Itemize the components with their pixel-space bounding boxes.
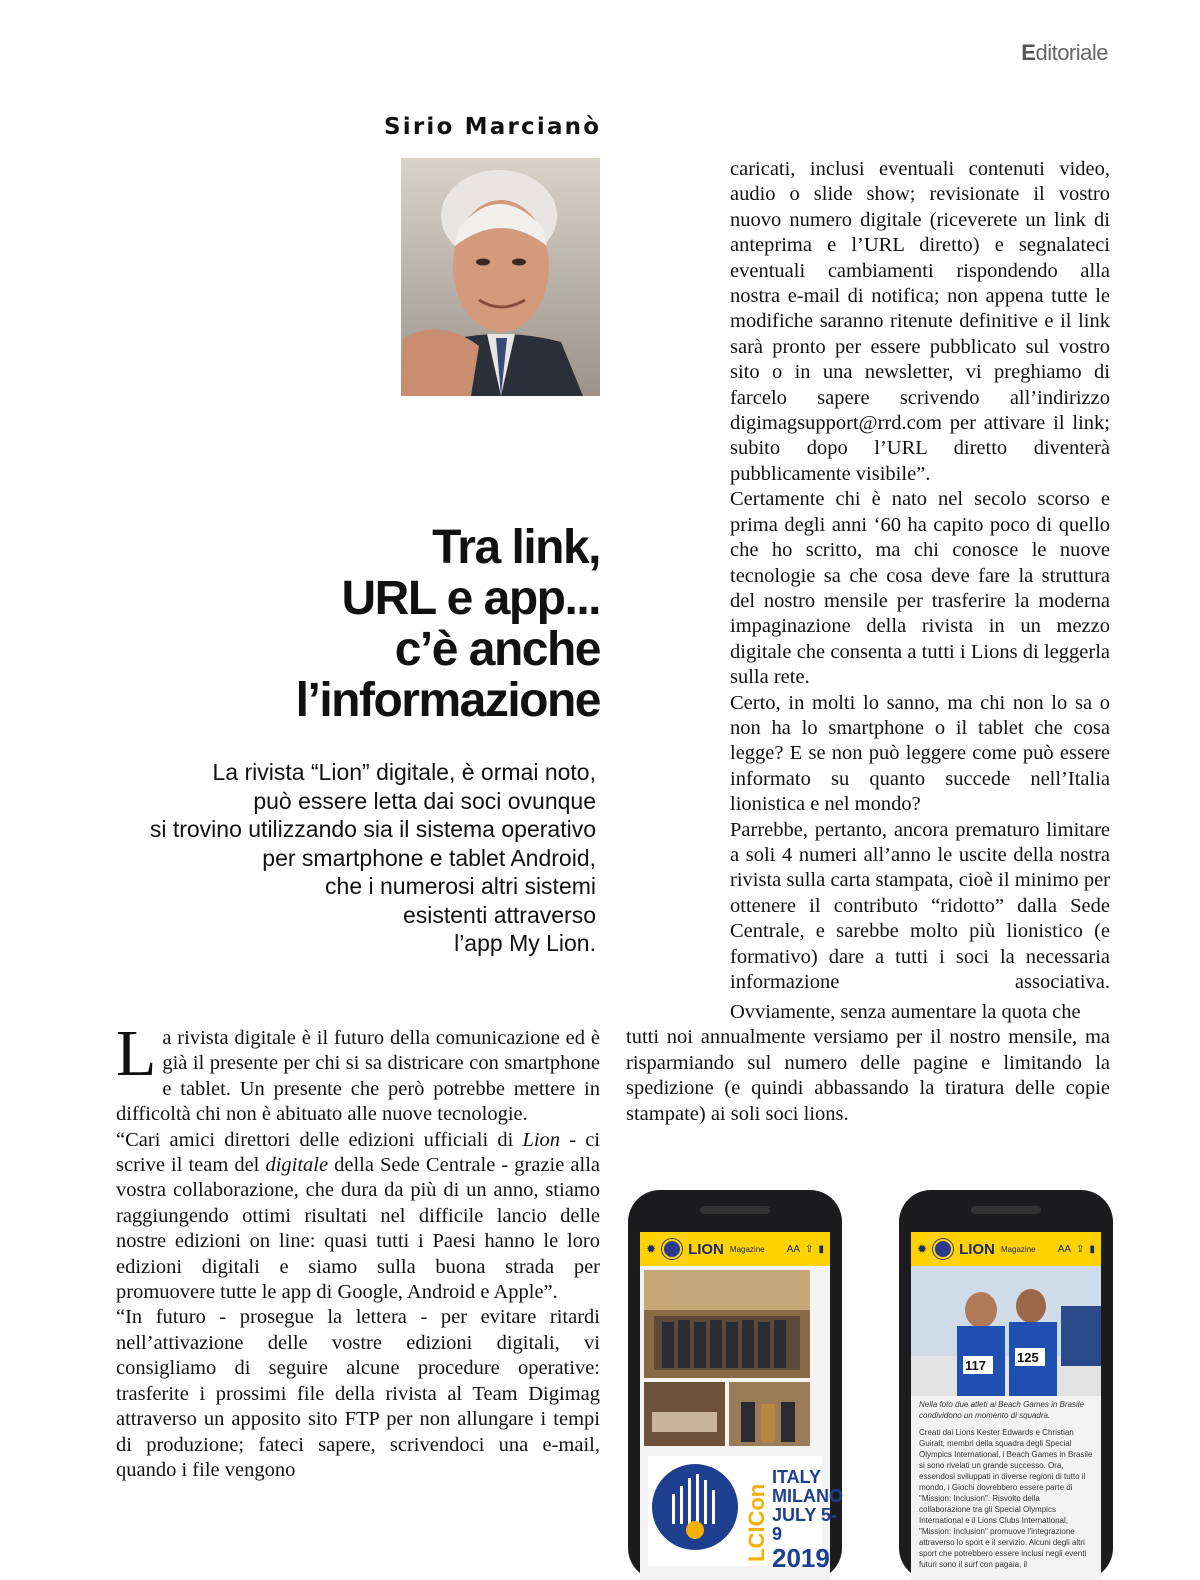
group-photo — [644, 1270, 810, 1378]
headline-line: l’informazione — [295, 674, 600, 727]
photo-grid — [640, 1266, 830, 1450]
event-photo — [729, 1382, 810, 1446]
app-subbrand: Magazine — [729, 1244, 765, 1254]
lcicon-banner — [648, 1456, 843, 1573]
paragraph: Parrebbe, pertanto, ancora prematuro limitare a soli 4 numeri all’anno le uscite della nostra rivista sulla carta stampata, cioè il minimo per ottenere il contributo “ridotto” dalla Sede Centrale, e sarebbe molto più lionistico (e formativo) dare a tutti i soci la necessaria informazione associativa. — [730, 818, 1110, 993]
headline-line: URL e app... — [341, 572, 600, 625]
lions-logo-icon — [933, 1239, 953, 1259]
author-portrait-image — [401, 158, 600, 396]
lcicon-dates: JULY 5-9 — [772, 1505, 838, 1544]
phone-mockup-1 — [628, 1190, 842, 1580]
app-toolbar — [787, 1244, 824, 1255]
headline — [120, 522, 600, 726]
paragraph: “In futuro - prosegue la lettera - per evitare ritardi nell’attivazione delle vostre edizioni digitali, vi consigliamo di seguire alcune procedure operative: trasferite i prossimi file della rivista al Team Digimag attraverso un apposito sito FTP per non allungare i tempi di produzione; fateci sapere, scrivendoci una e-mail, quando i file vengono — [116, 1306, 600, 1481]
lions-logo-icon — [662, 1239, 682, 1259]
share-icon[interactable]: ⇪ — [1076, 1243, 1085, 1255]
lcicon-vertical-label: LCICon — [744, 1483, 769, 1562]
athletes-image — [911, 1266, 1101, 1396]
bookmark-icon[interactable]: ▮ — [818, 1243, 824, 1255]
subhead-line: La rivista “Lion” digitale, è ormai noto, — [212, 759, 596, 785]
paragraph — [116, 1017, 600, 1128]
paragraph-text: della Sede Centrale - grazie alla vostra collaborazione, che dura da più di un anno, stiamo raggiungendo ottimi risultati nel difficile lancio delle nostre edizioni on line: quasi tutti i Paesi hanno le loro edizioni digitali e siamo sulla buona strada per promuovere tutte le app di Google, Android e Apple”. — [116, 1154, 600, 1304]
lcicon-city: MILANO — [772, 1486, 843, 1506]
section-label — [1021, 40, 1108, 66]
headline-line: c’è anche — [394, 623, 600, 676]
subhead-line: che i numerosi altri sistemi — [325, 873, 596, 899]
paragraph — [116, 1128, 600, 1306]
subhead-line: si trovino utilizzando sia il sistema operativo — [149, 816, 596, 842]
paragraph: Certo, in molti lo sanno, ma chi non lo sa o non ha lo smartphone o il tablet che cosa legge? E se non può leggere come può essere informato su quanto succede nell’Italia lionistica e nel mondo? — [730, 691, 1110, 816]
photo-caption: Nella foto due atleti ai Beach Games in Brasile condividono un momento di squadra. — [919, 1400, 1084, 1420]
bookmark-icon[interactable]: ▮ — [1089, 1243, 1095, 1255]
app-brand: LION — [688, 1240, 724, 1258]
section-label-rest: ditoriale — [1035, 40, 1108, 65]
article-text: Creati dai Lions Kester Edwards e Christian Guiralt, membri della squadra degli Special Olympics International, i Beach Games in Brasile si sono rivelati un grande successo. Ora, essendosi sviluppati in diverse regioni di tutto il mondo, i Giochi dovrebbero essere parte di "Mission: Inclusion". Risvolto della collaborazione tra gli Special Olympics International e il Lions Clubs International, "Mission: Inclusion" promuove l'integrazione attraverso lo sport e il servizio. Alcuni degli altri sport che potrebbero essere inclusi negli eventi futuri sono il surf con pagaia, il — [919, 1428, 1093, 1569]
author-name: Sirio Marcianò — [384, 114, 602, 140]
app-brand: LION — [959, 1240, 995, 1258]
drop-cap: L — [116, 1017, 157, 1090]
app-header — [911, 1232, 1101, 1266]
right-column — [730, 157, 1110, 995]
text-size-icon[interactable]: AA — [786, 1243, 801, 1255]
milan-cathedral-logo — [652, 1464, 738, 1550]
lcicon-country: ITALY — [772, 1467, 822, 1487]
sun-icon: ✹ — [646, 1242, 657, 1256]
paragraph-text: a rivista digitale è il futuro della comunicazione ed è già il presente per chi si sa districare con smartphone e tablet. Un presente che però potrebbe mettere in difficoltà chi non è abituato alle nuove tecnologie. — [116, 1027, 600, 1126]
subheadline — [100, 758, 596, 958]
section-label-initial: E — [1021, 40, 1036, 65]
bib-number: 117 — [965, 1358, 986, 1373]
paragraph-text: - ci scrive il team del — [116, 1128, 600, 1177]
paragraph: caricati, inclusi eventuali contenuti video, audio o slide show; revisionate il vostro nuovo numero digitale (riceverete un link di anteprima e l’URL diretto) e segnalateci eventuali cambiamenti rispondendo alla nostra e-mail di notifica; non appena tutte le modifiche saranno ritenute definitive e il link sarà pronto per essere pubblicato sul vostro sito o in una newsletter, vi preghiamo di farcelo sapere scrivendo all’indirizzo digimagsupport@rrd.com per attivare il link; subito dopo l’URL diretto diventerà pubblicamente visibile”. — [730, 158, 1110, 485]
headline-line: Tra link, — [432, 521, 600, 574]
subhead-line: può essere letta dai soci ovunque — [253, 787, 596, 814]
phone-notch — [700, 1206, 770, 1214]
lcicon-info — [772, 1456, 843, 1573]
emphasis: digitale — [265, 1154, 329, 1177]
share-icon[interactable]: ⇪ — [805, 1243, 814, 1255]
athletes-photo — [911, 1266, 1101, 1396]
subhead-line: esistenti attraverso — [402, 901, 596, 928]
subhead-line: l’app My Lion. — [454, 930, 596, 956]
paragraph — [626, 1000, 1110, 1127]
paragraph: Certamente chi è nato nel secolo scorso e prima degli anni ‘60 ha capito poco di quello che ho scritto, ma chi conosce le nuove tecnologie sa che cosa deve fare la struttura del nostro mensile per trasferire la moderna impaginazione della rivista in un mezzo digitale che consenta a tutti i Lions di leggerla sulla rete. — [730, 488, 1110, 689]
phone-screen — [640, 1232, 843, 1580]
paragraph-text: “Cari amici direttori delle edizioni ufficiali di — [116, 1128, 523, 1151]
phone-notch — [971, 1206, 1041, 1214]
text-size-icon[interactable]: AA — [1057, 1243, 1072, 1255]
left-column — [116, 1017, 600, 1483]
sun-icon: ✹ — [917, 1242, 928, 1256]
phone-screen — [911, 1232, 1101, 1580]
author-photo — [401, 158, 600, 396]
emphasis: Lion — [522, 1128, 561, 1151]
closing-first-line: Ovviamente, senza aumentare la quota che — [730, 1001, 1081, 1023]
closing-rest: tutti noi annualmente versiamo per il nostro mensile, ma risparmiando sul numero delle pagine e limitando la spedizione (e quindi abbassando la tiratura delle copie stampate) ai soli soci lions. — [626, 1026, 1110, 1125]
app-header — [640, 1232, 830, 1266]
app-subbrand: Magazine — [1000, 1244, 1036, 1254]
app-toolbar — [1058, 1244, 1095, 1255]
lcicon-year: 2019 — [772, 1543, 830, 1573]
phone-mockup-2 — [899, 1190, 1113, 1580]
bib-number: 125 — [1017, 1350, 1039, 1365]
meeting-photo — [644, 1382, 725, 1446]
closing-paragraph — [626, 1000, 1110, 1127]
cathedral-icon — [652, 1464, 738, 1550]
subhead-line: per smartphone e tablet Android, — [262, 844, 596, 871]
